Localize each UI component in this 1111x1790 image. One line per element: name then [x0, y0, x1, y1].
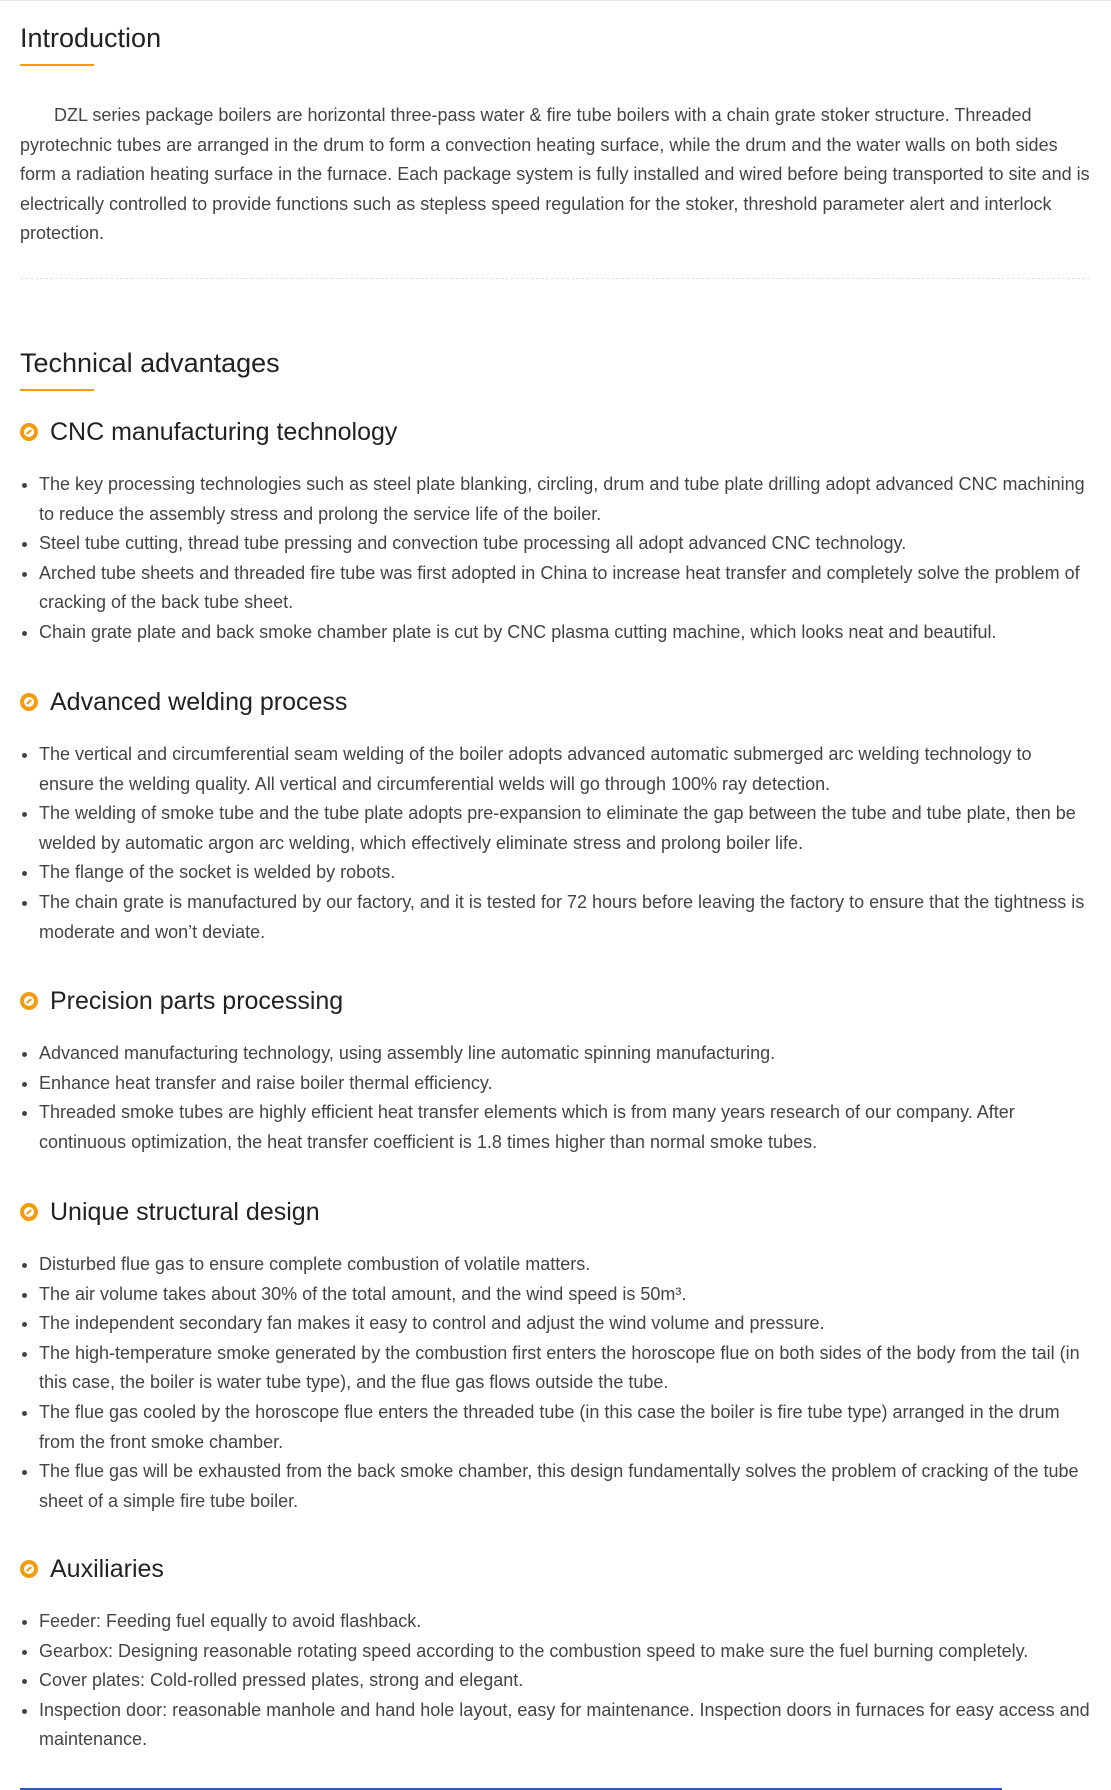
list-item: Inspection door: reasonable manhole and hand hole layout, easy for maintenance. Inspection doors in furnaces for easy access and maintenance.	[20, 1696, 1090, 1755]
list-item: The independent secondary fan makes it easy to control and adjust the wind volume and pressure.	[20, 1309, 1090, 1339]
subsection-heading	[20, 1196, 1090, 1228]
list-item: The high-temperature smoke generated by the combustion first enters the horoscope flue on both sides of the body from the tail (in this case, the boiler is water tube type), and the flue gas flows outside the tube.	[20, 1339, 1090, 1398]
list-item: Disturbed flue gas to ensure complete combustion of volatile matters.	[20, 1250, 1090, 1280]
subsection-structural	[20, 1196, 1090, 1516]
list-item: Arched tube sheets and threaded fire tube was first adopted in China to increase heat transfer and completely solve the problem of cracking of the back tube sheet.	[20, 559, 1090, 618]
bullet-list	[20, 1607, 1090, 1755]
subsection-title: Advanced welding process	[50, 687, 348, 716]
list-item: The key processing technologies such as steel plate blanking, circling, drum and tube plate drilling adopt advanced CNC machining to reduce the assembly stress and prolong the service life of the boiler.	[20, 470, 1090, 529]
bullet-circle-icon	[20, 1560, 38, 1578]
subsection-heading	[20, 985, 1090, 1017]
title-underline	[20, 64, 94, 66]
section-divider	[20, 278, 1090, 279]
bullet-circle-icon	[20, 693, 38, 711]
bullet-circle-icon	[20, 992, 38, 1010]
list-item: The welding of smoke tube and the tube plate adopts pre-expansion to eliminate the gap between the tube and tube plate, then be welded by automatic argon arc welding, which effectively eliminate stress and prolong boiler life.	[20, 799, 1090, 858]
subsection-title: Unique structural design	[50, 1197, 320, 1226]
bullet-list	[20, 1039, 1090, 1157]
subsection-welding	[20, 686, 1090, 947]
list-item: Gearbox: Designing reasonable rotating speed according to the combustion speed to make sure the fuel burning completely.	[20, 1637, 1090, 1667]
introduction-heading-block	[20, 25, 161, 66]
title-underline	[20, 389, 94, 391]
subsection-cnc	[20, 416, 1090, 648]
subsection-heading	[20, 1553, 1090, 1585]
bullet-circle-icon	[20, 423, 38, 441]
subsection-title: Auxiliaries	[50, 1554, 164, 1583]
technical-heading-block	[20, 350, 280, 391]
list-item: Steel tube cutting, thread tube pressing and convection tube processing all adopt advanced CNC technology.	[20, 529, 1090, 559]
bullet-list	[20, 740, 1090, 947]
subsection-title: CNC manufacturing technology	[50, 417, 398, 446]
introduction-text: DZL series package boilers are horizontal three-pass water & fire tube boilers with a chain grate stoker structure. Threaded pyrotechnic tubes are arranged in the drum to form a convection heating surface, while the drum and the water walls on both sides form a radiation heating surface in the furnace. Each package system is fully installed and wired before being transported to site and is electrically controlled to provide functions such as stepless speed regulation for the stoker, threshold parameter alert and interlock protection.	[20, 105, 1090, 244]
subsection-title: Precision parts processing	[50, 986, 344, 1015]
list-item: Chain grate plate and back smoke chamber plate is cut by CNC plasma cutting machine, which looks neat and beautiful.	[20, 618, 1090, 648]
subsection-heading	[20, 416, 1090, 448]
list-item: The flange of the socket is welded by robots.	[20, 858, 1090, 888]
subsection-precision	[20, 985, 1090, 1157]
top-border	[0, 0, 1111, 1]
introduction-title: Introduction	[20, 23, 162, 53]
subsection-auxiliaries	[20, 1553, 1090, 1755]
list-item: The air volume takes about 30% of the total amount, and the wind speed is 50m³.	[20, 1280, 1090, 1310]
bullet-list	[20, 1250, 1090, 1516]
list-item: The chain grate is manufactured by our factory, and it is tested for 72 hours before leaving the factory to ensure that the tightness is moderate and won’t deviate.	[20, 888, 1090, 947]
list-item: Cover plates: Cold-rolled pressed plates, strong and elegant.	[20, 1666, 1090, 1696]
list-item: Feeder: Feeding fuel equally to avoid flashback.	[20, 1607, 1090, 1637]
list-item: Threaded smoke tubes are highly efficient heat transfer elements which is from many years research of our company. After continuous optimization, the heat transfer coefficient is 1.8 times higher than normal smoke tubes.	[20, 1098, 1090, 1157]
technical-advantages-title: Technical advantages	[20, 348, 280, 378]
list-item: The flue gas cooled by the horoscope flue enters the threaded tube (in this case the boiler is fire tube type) arranged in the drum from the front smoke chamber.	[20, 1398, 1090, 1457]
bullet-circle-icon	[20, 1203, 38, 1221]
list-item: The flue gas will be exhausted from the back smoke chamber, this design fundamentally solves the problem of cracking of the tube sheet of a simple fire tube boiler.	[20, 1457, 1090, 1516]
subsection-heading	[20, 686, 1090, 718]
list-item: Enhance heat transfer and raise boiler thermal efficiency.	[20, 1069, 1090, 1099]
list-item: Advanced manufacturing technology, using assembly line automatic spinning manufacturing.	[20, 1039, 1090, 1069]
bullet-list	[20, 470, 1090, 648]
list-item: The vertical and circumferential seam welding of the boiler adopts advanced automatic submerged arc welding technology to ensure the welding quality. All vertical and circumferential welds will go through 100% ray detection.	[20, 740, 1090, 799]
